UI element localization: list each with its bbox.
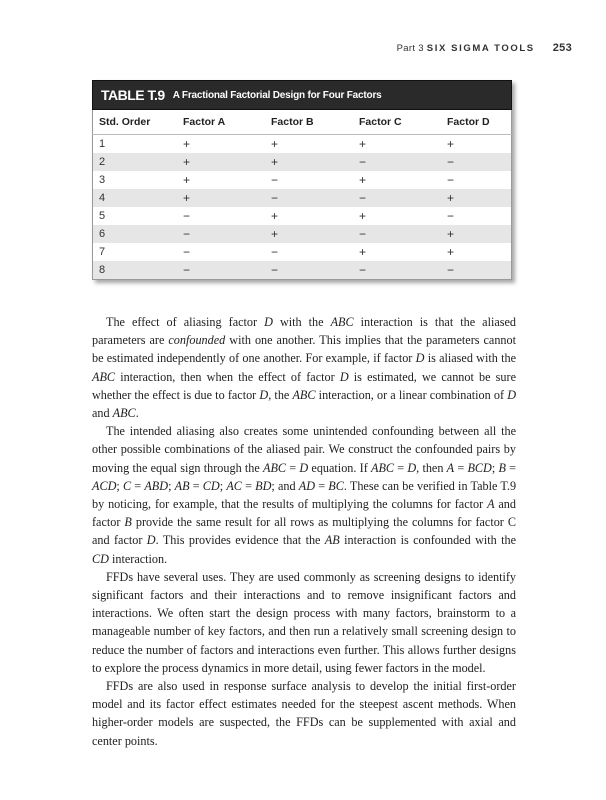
paragraph: FFDs are also used in response surface analysis to develop the initial first-order model and its factor effect estimates needed for the steepest ascent methods. When higher-order models are suspected, the FFDs can be supplemented with axial and center points. [92, 679, 516, 748]
column-header: Factor D [441, 110, 512, 135]
factor-level-cell: + [359, 209, 367, 223]
factor-level-cell: + [271, 209, 279, 223]
factor-level-cell: + [441, 225, 512, 243]
table-row [93, 171, 512, 189]
std-order-cell: 5 [99, 210, 106, 222]
paragraph: FFDs have several uses. They are used commonly as screening designs to identify significant factors and their interactions and to remove insignificant factors and interactions. We often start the design process with many factors, brainstorm to a manageable number of key factors, and then run a relatively small screening design to reduce the number of factors and interactions even further. This allows further designs to explore the process dynamics in more detail, using fewer factors in the model. [92, 569, 516, 675]
table-number: TABLE T.9 [101, 87, 165, 103]
table-t9 [92, 80, 512, 280]
column-header: Factor B [265, 110, 353, 135]
table-row [93, 153, 512, 171]
table-row [93, 189, 512, 207]
factor-level-cell: + [447, 137, 455, 151]
running-head [397, 42, 572, 54]
factor-level-cell: − [447, 173, 455, 187]
factor-level-cell: − [447, 209, 455, 223]
factor-level-cell: − [271, 245, 279, 259]
body-text [92, 313, 516, 750]
factor-level-cell: + [359, 173, 367, 187]
table-title: A Fractional Factorial Design for Four Factors [172, 89, 382, 101]
factor-level-cell: − [265, 261, 353, 280]
factor-level-cell: − [353, 225, 441, 243]
column-header: Factor C [353, 110, 441, 135]
std-order-cell: 1 [99, 138, 106, 150]
paragraph: The intended aliasing also creates some unintended confounding between all the other possible combinations of the aliased pair. We construct the confounded pairs by moving the equal sign through the ABC = D equation. If ABC = D, then A = BCD; B = ACD; C = ABD; AB = CD; AC = BD; and AD = BC. These can be verified in Table T.9 by noticing, for example, that the results of multiplying the columns for factor A and factor B provide the same result for all rows as multiplying the columns for factor C and factor D. This provides evidence that the AB interaction is confounded with the CD interaction. [92, 424, 517, 566]
table-header-row [93, 110, 512, 135]
factor-level-cell: − [177, 261, 265, 280]
factor-level-cell: − [441, 261, 512, 280]
factor-level-cell: − [271, 173, 279, 187]
column-header: Std. Order [93, 110, 178, 135]
running-head-section: SIX SIGMA TOOLS [426, 43, 535, 54]
factor-level-cell: + [265, 225, 353, 243]
paragraph: The effect of aliasing factor D with the ABC interaction is that the aliased parameters are confounded with one another. This implies that the parameters cannot be estimated independently of one another. For example, if factor D is aliased with the ABC interaction, then when the effect of factor D is estimated, we cannot be sure whether the effect is due to factor D, the ABC interaction, or a linear combination of D and ABC. [92, 315, 516, 421]
factor-level-cell: + [177, 189, 265, 207]
std-order-cell: 4 [93, 189, 178, 207]
table-body [93, 135, 512, 280]
page-number: 253 [552, 42, 572, 54]
table-caption [92, 80, 512, 110]
table-row [93, 261, 512, 280]
factor-level-cell: + [177, 153, 265, 171]
factor-level-cell: + [265, 153, 353, 171]
factor-level-cell: + [183, 137, 191, 151]
std-order-cell: 7 [99, 246, 106, 258]
std-order-cell: 2 [93, 153, 178, 171]
factor-level-cell: − [441, 153, 512, 171]
factor-level-cell: + [441, 189, 512, 207]
table-row [93, 225, 512, 243]
std-order-cell: 6 [93, 225, 178, 243]
column-header: Factor A [177, 110, 265, 135]
factor-level-cell: − [265, 189, 353, 207]
factor-level-cell: + [183, 173, 191, 187]
factor-level-cell: + [271, 137, 279, 151]
factor-level-cell: − [353, 153, 441, 171]
factor-level-cell: − [183, 209, 191, 223]
factor-level-cell: + [359, 137, 367, 151]
table-row [93, 207, 512, 225]
table-row [93, 243, 512, 261]
factor-level-cell: − [353, 261, 441, 280]
running-head-part: Part 3 SIX SIGMA TOOLS [396, 43, 535, 54]
factor-level-cell: + [447, 245, 455, 259]
std-order-cell: 8 [93, 261, 178, 280]
factor-level-cell: − [177, 225, 265, 243]
table-row [93, 135, 512, 154]
factorial-design-table [92, 110, 512, 280]
std-order-cell: 3 [99, 174, 106, 186]
factor-level-cell: + [359, 245, 367, 259]
factor-level-cell: − [183, 245, 191, 259]
factor-level-cell: − [353, 189, 441, 207]
